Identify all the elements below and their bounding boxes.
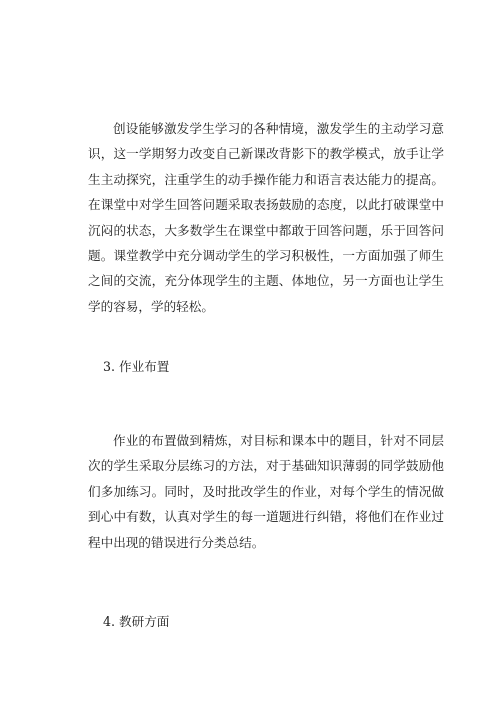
body-paragraph-teaching-mode: 创设能够激发学生学习的各种情境，激发学生的主动学习意识，这一学期努力改变自己新课改背影下的教学模式，放手让学生主动探究，注重学生的动手操作能力和语言表达能力的提高。在课堂中对学生回答问题采取表扬鼓励的态度，以此打破课堂中沉闷的状态，大多数学生在课堂中都敢于回答问题，乐于回答问题。课堂教学中充分调动学生的学习积极性，一方面加强了师生之间的交流，充分体现学生的主题、体地位，另一方面也让学生学的容易，学的轻松。 (88, 121, 444, 314)
body-paragraph-homework: 作业的布置做到精炼，对目标和课本中的题目，针对不同层次的学生采取分层练习的方法，对于基础知识薄弱的同学鼓励他们多加练习。同时，及时批改学生的作业，对每个学生的情况做到心中有数，认真对学生的每一道题进行纠错，将他们在作业过程中出现的错误进行分类总结。 (88, 433, 444, 550)
section-heading-homework: 3. 作业布置 (103, 359, 170, 374)
section-heading-teaching-research: 4. 教研方面 (103, 614, 170, 629)
